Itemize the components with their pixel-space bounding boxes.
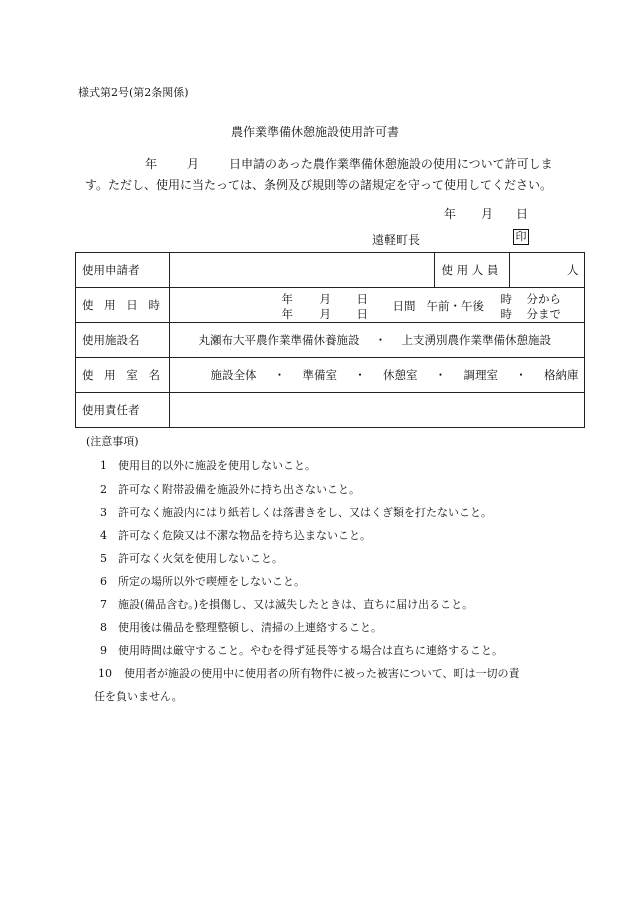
permit-table — [75, 252, 585, 428]
note-item: 4 許可なく危険又は不潔な物品を持ち込まないこと。 — [100, 529, 371, 542]
room-option-whole[interactable]: 施設全体 — [210, 368, 257, 382]
document-title: 農作業準備休憩施設使用許可書 — [230, 125, 399, 139]
room-separator: ・ — [434, 368, 447, 382]
start-month: 月 — [319, 292, 331, 306]
room-separator: ・ — [515, 368, 527, 382]
room-label: 使 用 室 名 — [76, 358, 170, 393]
notes-header: (注意事項) — [86, 435, 139, 448]
end-hour: 時 — [500, 307, 512, 321]
note-item: 7 施設(備品含む。)を損傷し、又は滅失したときは、直ちに届け出ること。 — [100, 598, 474, 611]
applicant-label: 使用申請者 — [76, 253, 170, 288]
note-item: 5 許可なく火気を使用しないこと。 — [100, 552, 283, 565]
room-option-rest[interactable]: 休憩室 — [382, 368, 418, 382]
intro-year: 年 — [145, 157, 158, 171]
note-item: 1 使用目的以外に施設を使用しないこと。 — [100, 459, 316, 472]
intro-month: 月 — [187, 157, 200, 171]
row-manager — [76, 393, 585, 428]
start-hour: 時 — [500, 292, 512, 306]
headcount-field[interactable] — [510, 253, 585, 288]
row-room — [76, 358, 585, 393]
end-minute-until: 分まで — [526, 307, 561, 321]
manager-label: 使用責任者 — [76, 393, 170, 428]
start-year: 年 — [281, 292, 293, 306]
note-item: 9 使用時間は厳守すること。やむを得ず延長等する場合は直ちに連絡すること。 — [100, 644, 503, 657]
manager-field[interactable] — [170, 393, 585, 428]
seal-mark: 印 — [513, 229, 529, 245]
note-item: 8 使用後は備品を整理整頓し、清掃の上連絡すること。 — [100, 621, 382, 634]
issue-date-month: 月 — [481, 207, 494, 221]
note-continuation: 任を負いません。 — [94, 690, 183, 703]
intro-line-1 — [85, 154, 555, 175]
dates-field[interactable] — [170, 288, 585, 323]
facility-option-2[interactable]: 上支湧別農作業準備休憩施設 — [401, 333, 551, 347]
facility-label: 使用施設名 — [76, 323, 170, 358]
note-item: 10 使用者が施設の使用中に使用者の所有物件に被った被害について、町は一切の責 — [98, 667, 520, 680]
dates-field-content — [170, 288, 584, 322]
facility-separator: ・ — [374, 333, 387, 347]
facility-options[interactable] — [170, 323, 585, 358]
note-item: 2 許可なく附帯設備を施設外に持ち出さないこと。 — [100, 483, 360, 496]
room-options[interactable] — [170, 358, 585, 393]
am-pm-choice: 午前・午後 — [426, 299, 484, 313]
headcount-label: 使 用 人 員 — [435, 253, 510, 288]
row-facility — [76, 323, 585, 358]
row-dates — [76, 288, 585, 323]
end-month: 月 — [319, 307, 331, 321]
days-count-label: 日間 — [392, 299, 416, 313]
issuer-name: 遠軽町長 — [372, 233, 421, 247]
row-applicant — [76, 253, 585, 288]
note-item: 6 所定の場所以外で喫煙をしないこと。 — [100, 575, 305, 588]
room-option-storage[interactable]: 格納庫 — [543, 368, 579, 382]
issue-date-day: 日 — [516, 207, 529, 221]
applicant-field[interactable] — [170, 253, 435, 288]
headcount-unit: 人 — [566, 263, 579, 277]
room-option-kitchen[interactable]: 調理室 — [463, 368, 498, 382]
intro-day-text: 日申請のあった農作業準備休憩施設の使用について許可しま — [229, 157, 553, 171]
room-separator: ・ — [354, 368, 366, 382]
issue-date-year: 年 — [444, 207, 457, 221]
note-item: 3 許可なく施設内にはり紙若しくは落書きをし、又はくぎ類を打たないこと。 — [100, 506, 492, 519]
room-separator: ・ — [273, 368, 286, 382]
form-number: 様式第2号(第2条関係) — [78, 86, 189, 99]
intro-line-2: す。ただし、使用に当たっては、条例及び規則等の諸規定を守って使用してください。 — [85, 178, 553, 192]
dates-label: 使 用 日 時 — [76, 288, 170, 323]
intro-paragraph — [85, 154, 555, 196]
start-day: 日 — [356, 292, 368, 306]
room-option-prep[interactable]: 準備室 — [302, 368, 337, 382]
start-minute-from: 分から — [526, 292, 561, 306]
end-year: 年 — [281, 307, 293, 321]
end-day: 日 — [356, 307, 368, 321]
notes-section — [86, 433, 520, 703]
facility-option-1[interactable]: 丸瀬布大平農作業準備休養施設 — [198, 333, 360, 347]
